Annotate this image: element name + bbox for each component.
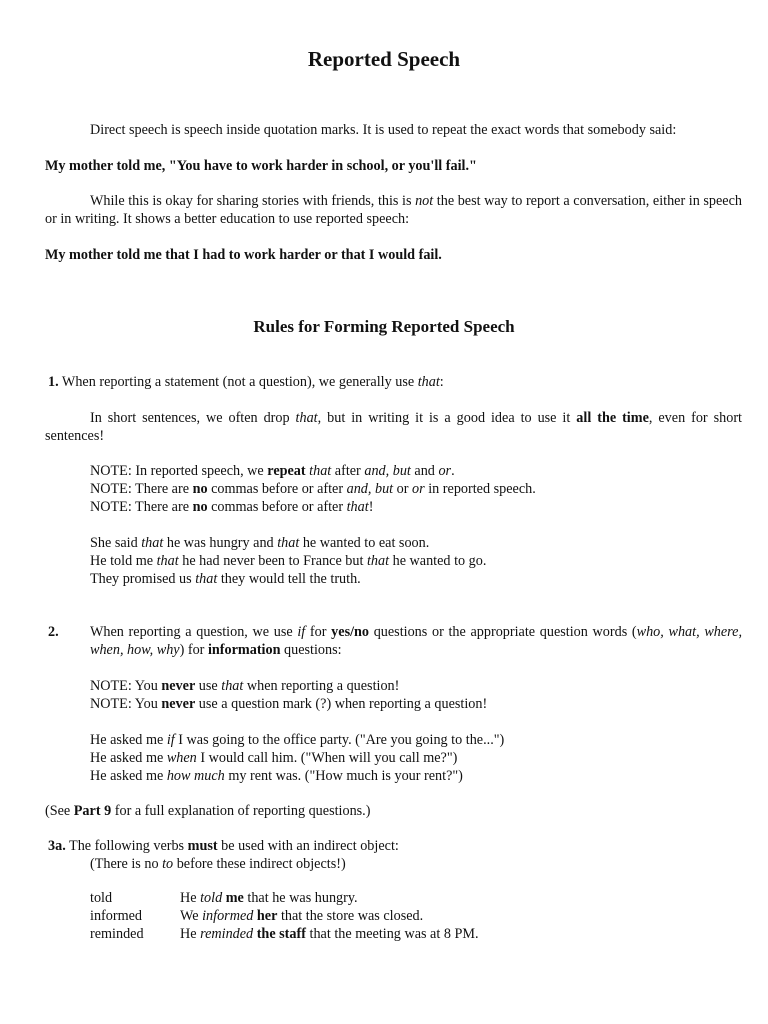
direct-speech-example: My mother told me, "You have to work harder in school, or you'll fail."	[45, 158, 477, 174]
rule-2-example-3: He asked me how much my rent was. ("How much is your rent?")	[90, 768, 463, 784]
reported-speech-paragraph	[45, 192, 742, 228]
intro-paragraph	[45, 121, 742, 139]
rule-1-para-c: , even for short sentences!	[45, 410, 742, 444]
rule-2-note-2: NOTE: You never use a question mark (?) when reporting a question!	[90, 696, 488, 712]
rule-1-number: 1.	[48, 374, 59, 390]
rule-1-paragraph	[45, 409, 742, 445]
rule-1-para-strong: all the time	[576, 410, 649, 426]
rule-1-example-3: They promised us that they would tell the truth.	[90, 571, 361, 587]
p2-text-a: While this is okay for sharing stories with friends, this is	[90, 193, 416, 209]
example-cell: He reminded the staff that the meeting was at 8 PM.	[180, 926, 479, 942]
rule-2-number: 2.	[48, 624, 59, 640]
rule-1-note-2: NOTE: There are no commas before or after and, but or or in reported speech.	[90, 481, 536, 497]
rule-2-note-1: NOTE: You never use that when reporting a question!	[90, 678, 400, 694]
verb-cell: told	[90, 890, 113, 906]
see-part-9-note: (See Part 9 for a full explanation of reporting questions.)	[45, 803, 371, 819]
p2-emphasis: not	[415, 193, 434, 209]
rule-1-note-3: NOTE: There are no commas before or after that!	[90, 499, 374, 515]
rule-2-examples	[90, 731, 504, 785]
rule-1-para-a: In short sentences, we often drop	[90, 410, 296, 426]
verb-cell: reminded	[90, 926, 144, 942]
rule-1-note-1: NOTE: In reported speech, we repeat that after and, but and or.	[90, 463, 455, 479]
rule-1-example-2: He told me that he had never been to France but that he wanted to go.	[90, 553, 487, 569]
rule-1-examples	[90, 534, 486, 588]
table-row	[90, 925, 479, 943]
rule-1-para-em: that	[295, 410, 318, 426]
example-cell: We informed her that the store was closed.	[180, 908, 424, 924]
rule-1-para-b: , but in writing it is a good idea to use it	[317, 410, 577, 426]
rule-1-example-1: She said that he was hungry and that he wanted to eat soon.	[90, 535, 430, 551]
rule-3a-subnote: (There is no to before these indirect objects!)	[90, 856, 346, 872]
rule-2-notes	[90, 677, 487, 713]
example-cell: He told me that he was hungry.	[180, 890, 358, 906]
table-row	[90, 907, 479, 925]
page-title: Reported Speech	[307, 47, 461, 71]
rule-1-text-a: When reporting a statement (not a question), we generally use	[58, 374, 418, 390]
table-row	[90, 889, 479, 907]
rule-1-notes	[90, 462, 536, 516]
rule-1-emphasis: that	[417, 374, 440, 390]
intro-text: Direct speech is speech inside quotation marks. It is used to repeat the exact words that somebody said:	[90, 122, 677, 138]
p2-text-b: the best way to report a conversation, either in speech or in writing. It shows a better education to use reported speech:	[45, 193, 742, 227]
rule-2-example-2: He asked me when I would call him. ("When will you call me?")	[90, 750, 458, 766]
section-heading: Rules for Forming Reported Speech	[253, 317, 515, 336]
rule-1-intro	[48, 373, 444, 391]
verb-cell: informed	[90, 908, 143, 924]
rule-1-text-b: :	[439, 374, 444, 390]
indirect-object-verbs-table	[90, 889, 479, 943]
rule-3a-intro: 3a. The following verbs must be used with an indirect object:	[48, 838, 399, 854]
rule-2-text: When reporting a question, we use if for yes/no questions or the appropriate question words (who, what, where, when, how, why) for information questions:	[90, 624, 743, 658]
reported-speech-example: My mother told me that I had to work harder or that I would fail.	[45, 247, 442, 263]
rule-2-example-1: He asked me if I was going to the office party. ("Are you going to the...")	[90, 732, 505, 748]
